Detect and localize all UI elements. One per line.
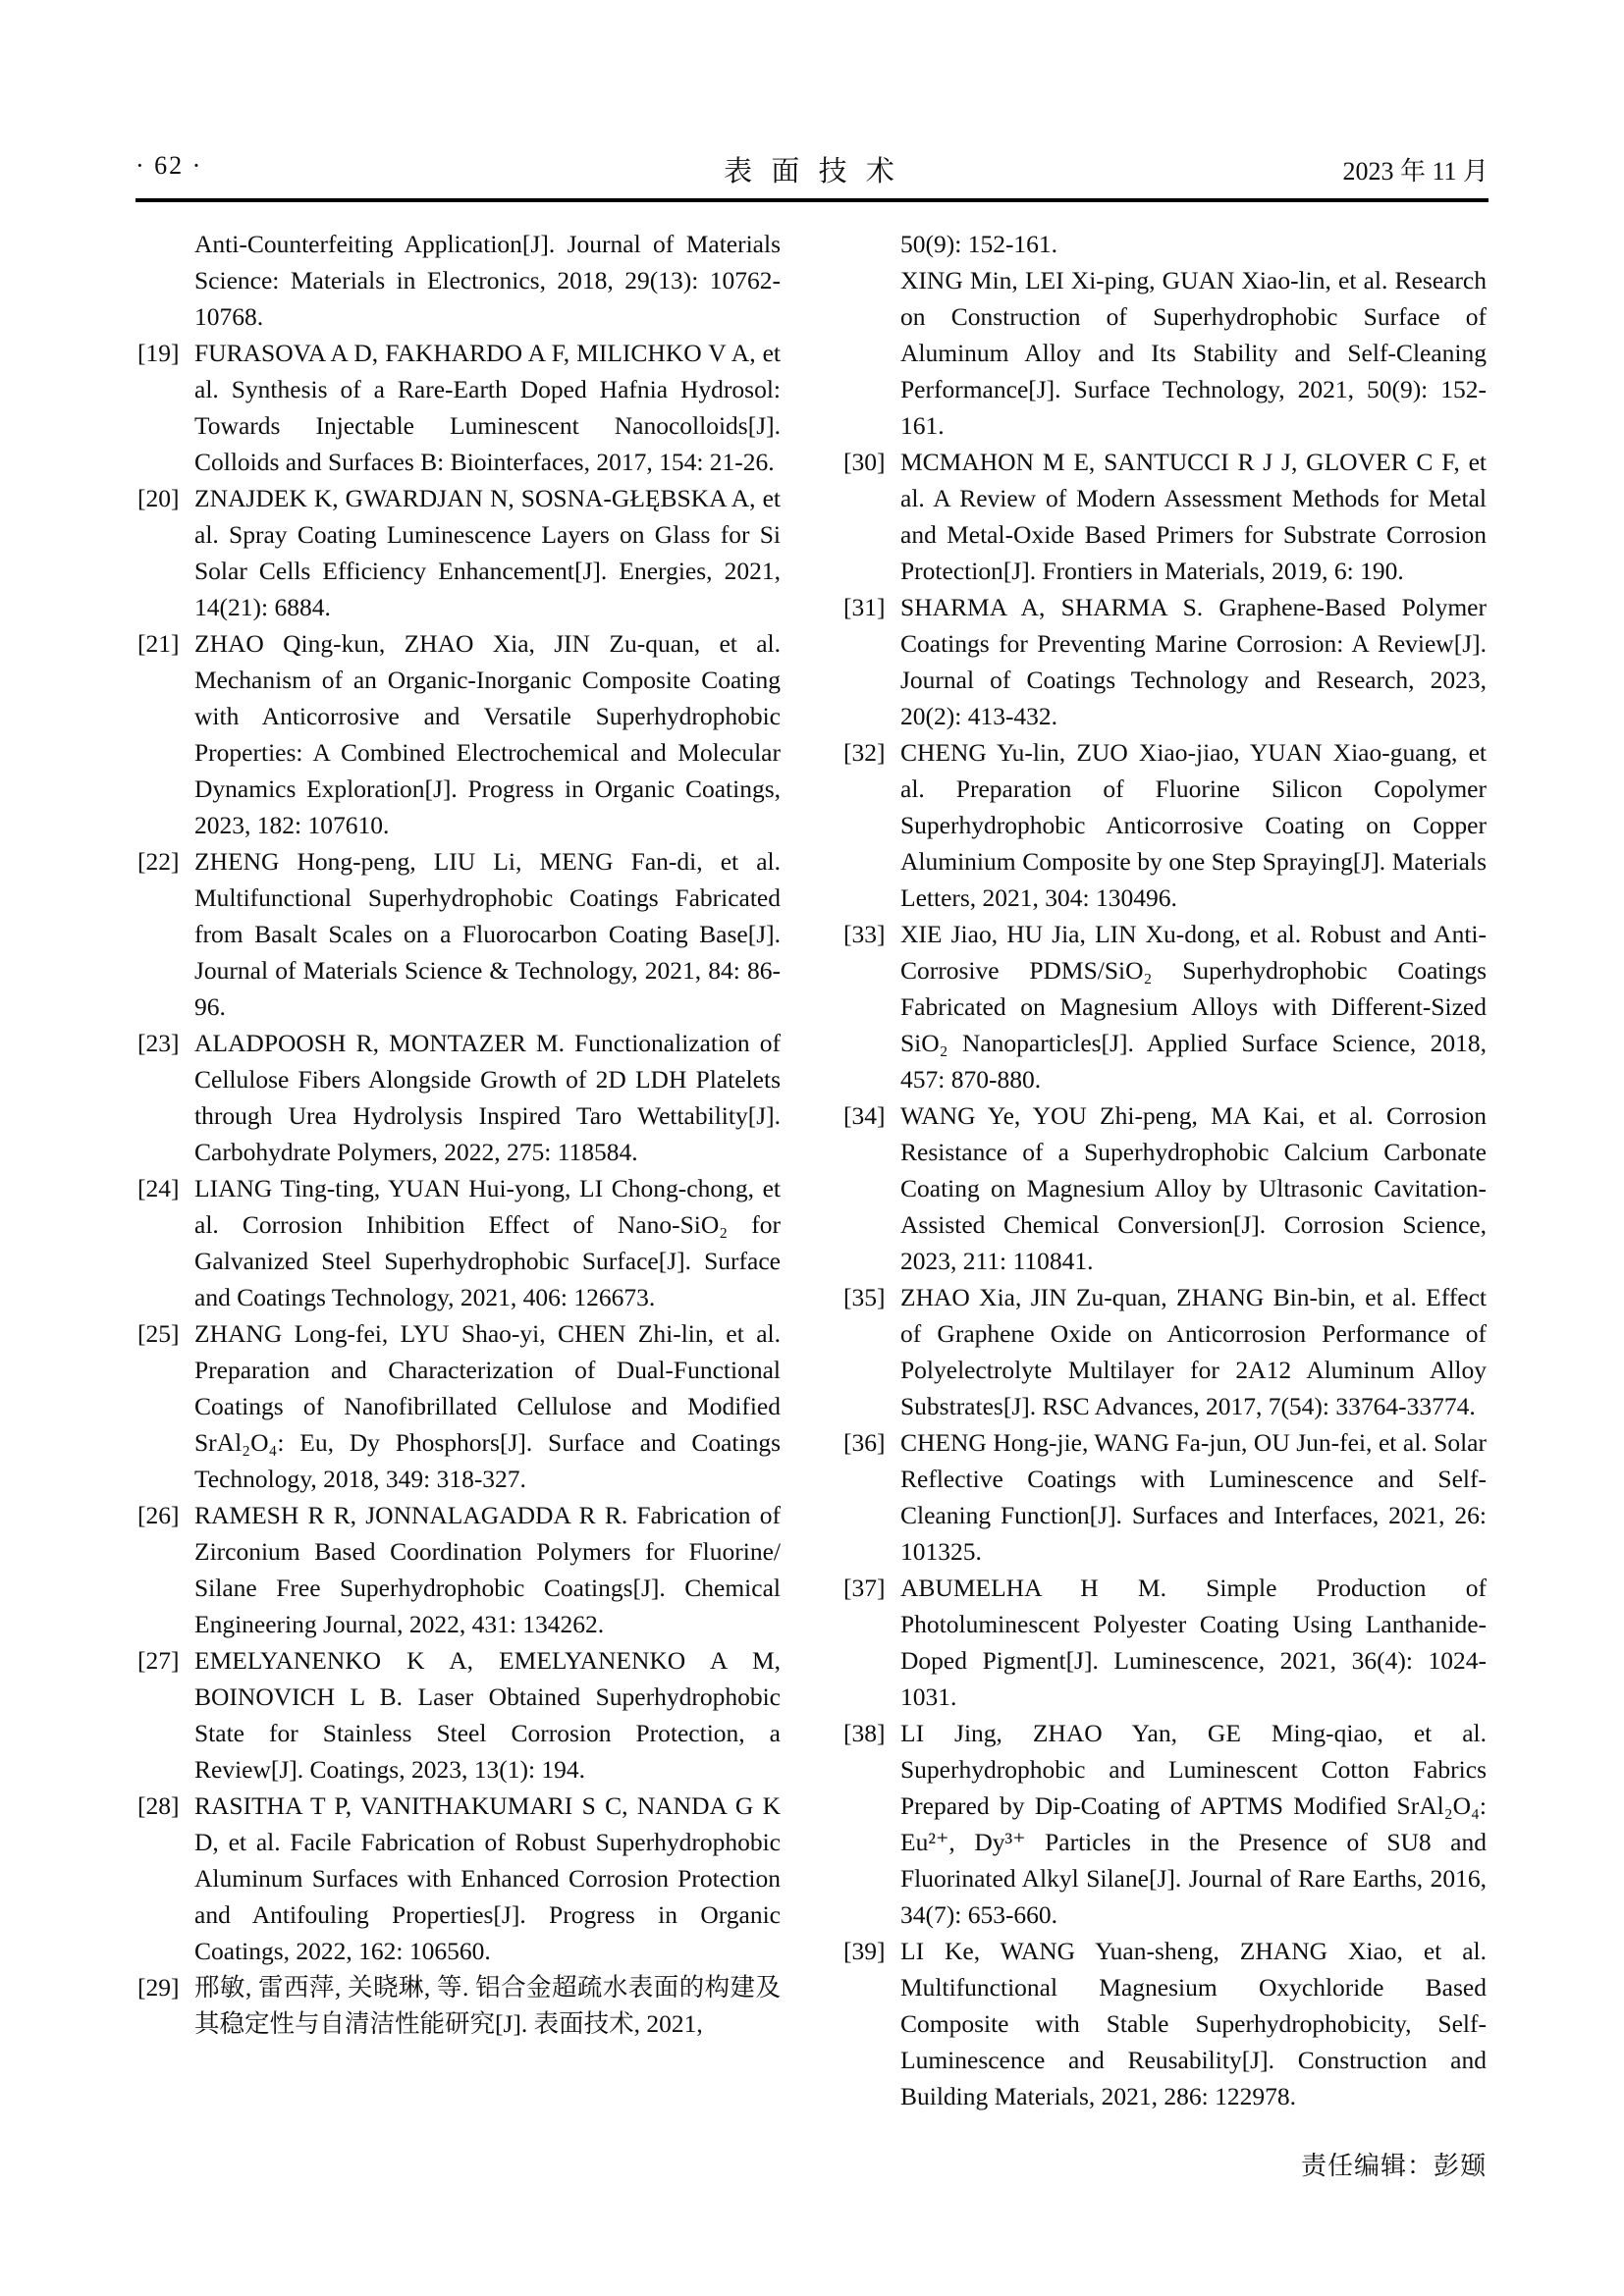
reference-text: XIE Jiao, HU Jia, LIN Xu-dong, et al. Robust and Anti-Corrosive PDMS/SiO₂ Superhydrophobic Coatings Fabricated on Magnesium Alloys with Different-Sized SiO₂ Nanoparticles[J]. Applied Surface Science, 2018, 457: 870-880. [900,920,1487,1094]
reference-item [137,480,781,625]
reference-item [137,1788,781,1969]
issue-date: 2023 年 11 月 [1342,157,1489,186]
reference-item [137,226,781,335]
references-left-column [137,226,781,2184]
reference-number: [34] [843,1101,886,1130]
reference-number: [28] [137,1791,180,1820]
reference-number: [26] [137,1501,180,1529]
reference-item [843,1097,1487,1279]
reference-text: ZHAO Xia, JIN Zu-quan, ZHANG Bin-bin, et al. Effect of Graphene Oxide on Anticorrosion Performance of Polyelectrolyte Multilayer for 2A12 Aluminum Alloy Substrates[J]. RSC Advances, 2017, 7(54): 33764-33774. [900,1283,1487,1420]
reference-number: [21] [137,629,180,658]
reference-text: WANG Ye, YOU Zhi-peng, MA Kai, et al. Corrosion Resistance of a Superhydrophobic Calcium Carbonate Coating on Magnesium Alloy by Ultrasonic Cavitation-Assisted Chemical Conversion[J]. Corrosion Science, 2023, 211: 110841. [900,1101,1487,1275]
reference-number: [20] [137,484,180,512]
references-section [137,226,1488,2184]
reference-number: [32] [843,738,886,767]
reference-item [843,589,1487,734]
reference-text: RASITHA T P, VANITHAKUMARI S C, NANDA G K D, et al. Facile Fabrication of Robust Superhydrophobic Aluminum Surfaces with Enhanced Corrosion Protection and Antifouling Properties[J]. Progress in Organic Coatings, 2022, 162: 106560. [194,1791,781,1965]
reference-item [137,843,781,1025]
reference-item [843,734,1487,916]
reference-item [137,1642,781,1788]
reference-text: ZHAO Qing-kun, ZHAO Xia, JIN Zu-quan, et al. Mechanism of an Organic-Inorganic Composite Coating with Anticorrosive and Versatile Superhydrophobic Properties: A Combined Electrochemical and Molecular Dynamics Exploration[J]. Progress in Organic Coatings, 2023, 182: 107610. [194,629,781,839]
reference-number: [33] [843,920,886,948]
reference-text: LI Ke, WANG Yuan-sheng, ZHANG Xiao, et al. Multifunctional Magnesium Oxychloride Based Composite with Stable Superhydrophobicity, Self-Luminescence and Reusability[J]. Construction and Building Materials, 2021, 286: 122978. [900,1937,1487,2110]
reference-text: FURASOVA A D, FAKHARDO A F, MILICHKO V A, et al. Synthesis of a Rare-Earth Doped Hafnia Hydrosol: Towards Injectable Luminescent Nanocolloids[J]. Colloids and Surfaces B: Biointerfaces, 2017, 154: 21-26. [194,339,781,476]
reference-number: [36] [843,1428,886,1457]
reference-text: ALADPOOSH R, MONTAZER M. Functionalization of Cellulose Fibers Alongside Growth of 2D LDH Platelets through Urea Hydrolysis Inspired Taro Wettability[J]. Carbohydrate Polymers, 2022, 275: 118584. [194,1029,781,1166]
reference-item [137,335,781,480]
reference-text: LI Jing, ZHAO Yan, GE Ming-qiao, et al. Superhydrophobic and Luminescent Cotton Fabrics Prepared by Dip-Coating of APTMS Modified SrAl₂O₄: Eu²⁺, Dy³⁺ Particles in the Presence of SU8 and Fluorinated Alkyl Silane[J]. Journal of Rare Earths, 2016, 34(7): 653-660. [900,1719,1487,1929]
header-divider-rule [135,198,1489,202]
reference-item [843,262,1487,444]
reference-item [843,1570,1487,1715]
reference-item [137,1315,781,1497]
reference-number: [37] [843,1574,886,1602]
reference-text: MCMAHON M E, SANTUCCI R J J, GLOVER C F, et al. A Review of Modern Assessment Methods for Metal and Metal-Oxide Based Primers for Substrate Corrosion Protection[J]. Frontiers in Materials, 2019, 6: 190. [900,448,1487,585]
reference-text: RAMESH R R, JONNALAGADDA R R. Fabrication of Zirconium Based Coordination Polymers for Fluorine/ Silane Free Superhydrophobic Coatings[J]. Chemical Engineering Journal, 2022, 431: 134262. [194,1501,781,1638]
reference-number: [27] [137,1646,180,1675]
reference-item [137,1025,781,1170]
reference-item [137,1170,781,1315]
reference-number: [22] [137,847,180,876]
reference-text: ZHENG Hong-peng, LIU Li, MENG Fan-di, et al. Multifunctional Superhydrophobic Coatings Fabricated from Basalt Scales on a Fluorocarbon Coating Base[J]. Journal of Materials Science & Technology, 2021, 84: 86-96. [194,847,781,1021]
reference-item [843,1933,1487,2114]
reference-text: 邢敏, 雷西萍, 关晓琳, 等. 铝合金超疏水表面的构建及其稳定性与自清洁性能研究[J]. 表面技术, 2021, [194,1973,781,2038]
reference-item [843,916,1487,1097]
editor-note: 责任编辑：彭颋 [1300,2152,1487,2180]
reference-number: [35] [843,1283,886,1311]
references-right-column [843,226,1487,2184]
reference-number: [30] [843,448,886,476]
reference-number: [19] [137,339,180,367]
reference-text: ZNAJDEK K, GWARDJAN N, SOSNA-GŁĘBSKA A, et al. Spray Coating Luminescence Layers on Glass for Si Solar Cells Efficiency Enhancement[J]. Energies, 2021, 14(21): 6884. [194,484,781,621]
reference-number: [23] [137,1029,180,1057]
reference-text: 50(9): 152-161. [900,230,1058,258]
page-header [135,149,1489,187]
reference-number: [31] [843,593,886,621]
journal-title: 表 面 技 术 [724,156,900,187]
reference-text: ABUMELHA H M. Simple Production of Photoluminescent Polyester Coating Using Lanthanide-Doped Pigment[J]. Luminescence, 2021, 36(4): 1024-1031. [900,1574,1487,1711]
reference-item [843,1715,1487,1933]
reference-text: SHARMA A, SHARMA S. Graphene-Based Polymer Coatings for Preventing Marine Corrosion: A Review[J]. Journal of Coatings Technology and Research, 2023, 20(2): 413-432. [900,593,1487,730]
reference-number: [25] [137,1319,180,1348]
reference-item [137,1497,781,1642]
reference-number: [38] [843,1719,886,1747]
reference-item [137,1969,781,2042]
reference-item [137,625,781,843]
reference-text: ZHANG Long-fei, LYU Shao-yi, CHEN Zhi-lin, et al. Preparation and Characterization of Dual-Functional Coatings of Nanofibrillated Cellulose and Modified SrAl₂O₄: Eu, Dy Phosphors[J]. Surface and Coatings Technology, 2018, 349: 318-327. [194,1319,781,1493]
reference-number: [29] [137,1973,180,2002]
page-number: · 62 · [135,151,203,180]
reference-text: EMELYANENKO K A, EMELYANENKO A M, BOINOVICH L B. Laser Obtained Superhydrophobic State for Stainless Steel Corrosion Protection, a Review[J]. Coatings, 2023, 13(1): 194. [194,1646,781,1784]
reference-item [843,1279,1487,1424]
reference-item [843,226,1487,262]
reference-item [843,1424,1487,1570]
reference-text: CHENG Hong-jie, WANG Fa-jun, OU Jun-fei, et al. Solar Reflective Coatings with Luminescence and Self-Cleaning Function[J]. Surfaces and Interfaces, 2021, 26: 101325. [900,1428,1487,1566]
reference-text: Anti-Counterfeiting Application[J]. Journal of Materials Science: Materials in Electronics, 2018, 29(13): 10762-10768. [194,230,781,331]
reference-number: [39] [843,1937,886,1965]
reference-number: [24] [137,1174,180,1202]
reference-text: LIANG Ting-ting, YUAN Hui-yong, LI Chong-chong, et al. Corrosion Inhibition Effect of Nano-SiO₂ for Galvanized Steel Superhydrophobic Surface[J]. Surface and Coatings Technology, 2021, 406: 126673. [194,1174,781,1311]
reference-item [843,444,1487,589]
reference-text: CHENG Yu-lin, ZUO Xiao-jiao, YUAN Xiao-guang, et al. Preparation of Fluorine Silicon Copolymer Superhydrophobic Anticorrosive Coating on Copper Aluminium Composite by one Step Spraying[J]. Materials Letters, 2021, 304: 130496. [900,738,1487,912]
reference-text: XING Min, LEI Xi-ping, GUAN Xiao-lin, et al. Research on Construction of Superhydrophobic Surface of Aluminum Alloy and Its Stability and Self-Cleaning Performance[J]. Surface Technology, 2021, 50(9): 152-161. [900,266,1487,440]
